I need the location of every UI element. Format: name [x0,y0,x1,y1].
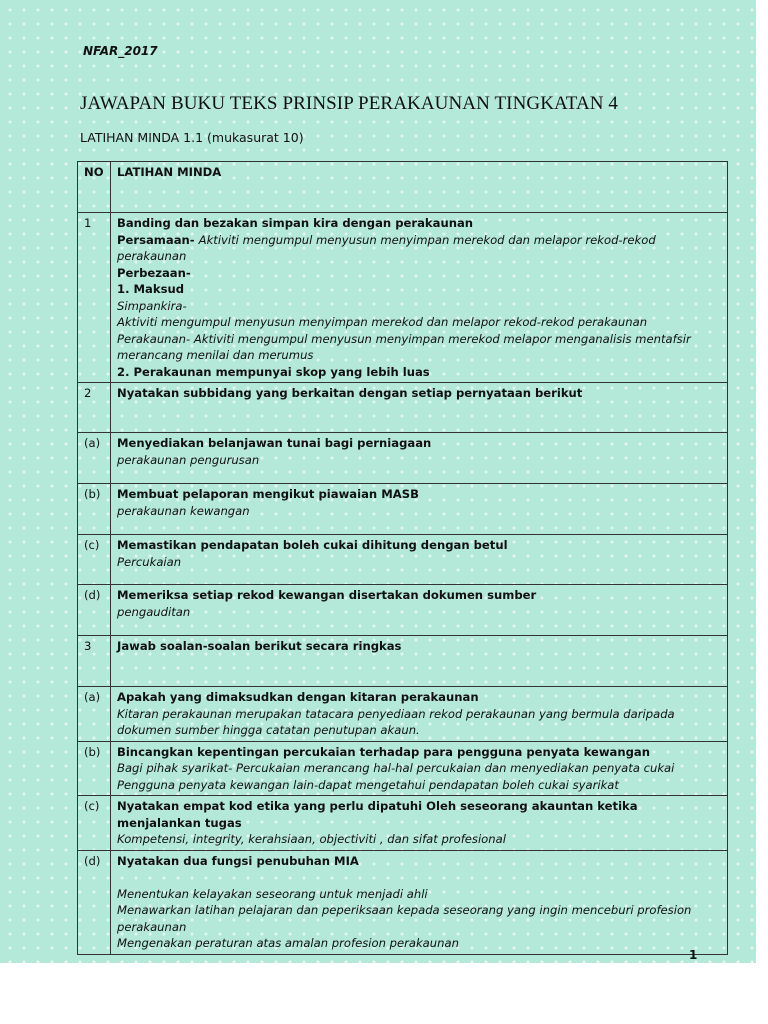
table-header-row [78,162,728,213]
row-number: (b) [78,484,111,535]
table-row [78,383,728,433]
row-content [111,433,728,484]
row-number: 1 [78,213,111,383]
row-line: Nyatakan subbidang yang berkaitan dengan setiap pernyataan berikut [117,386,583,400]
row-line: Percukaian [117,554,182,569]
row-line: Menyediakan belanjawan tunai bagi perniagaan [117,436,432,450]
row-content [111,585,728,636]
row-line: Bagi pihak syarikat- Percukaian merancang hal-hal percukaian dan menyediakan penyata cukai [117,761,675,775]
row-line: 1. Maksud [117,282,185,296]
row-number: (a) [78,687,111,742]
row-line: Banding dan bezakan simpan kira dengan perakaunan [117,216,474,230]
row-number: (d) [78,850,111,954]
row-line: Membuat pelaporan mengikut piawaian MASB [117,487,419,501]
row-line: Simpankira- [117,298,187,313]
table-row [78,535,728,585]
row-line: 2. Perakaunan mempunyai skop yang lebih luas [117,364,430,379]
table-row [78,433,728,484]
row-number: (d) [78,585,111,636]
section-subtitle: LATIHAN MINDA 1.1 (mukasurat 10) [80,130,304,145]
row-line [117,869,721,886]
row-line: Perakaunan- Aktiviti mengumpul menyusun menyimpan merekod melapor menganalisis mentafsir merancang menilai dan merumus [117,331,691,362]
row-content [111,850,728,954]
row-line: Nyatakan empat kod etika yang perlu dipatuhi Oleh seseorang akauntan ketika menjalankan tugas [117,799,638,830]
row-line: Nyatakan dua fungsi penubuhan MIA [117,853,359,868]
row-line: Kitaran perakaunan merupakan tatacara penyediaan rekod perakaunan yang bermula daripada dokumen sumber hingga catatan penutupan akaun. [117,706,675,737]
row-line: Aktiviti mengumpul menyusun menyimpan merekod dan melapor rekod-rekod perakaunan [117,315,648,329]
row-number: 2 [78,383,111,433]
row-number: 3 [78,636,111,687]
row-number: (b) [78,741,111,796]
row-line [117,232,721,265]
row-number: (c) [78,535,111,585]
row-line: Perbezaan- [117,265,191,280]
row-line: perakaunan kewangan [117,503,250,518]
table-row [78,636,728,687]
row-content [111,213,728,383]
row-line: Bincangkan kepentingan percukaian terhadap para pengguna penyata kewangan [117,744,650,759]
document-reference: NFAR_2017 [83,44,158,58]
column-header-no: NO [78,162,111,213]
row-content [111,383,728,433]
row-content [111,636,728,687]
row-line: Menentukan kelayakan seseorang untuk menjadi ahli [117,886,428,901]
row-line: Mengenakan peraturan atas amalan profesion perakaunan [117,936,459,950]
table-row [78,484,728,535]
table-row [78,585,728,636]
row-line: Pengguna penyata kewangan lain-dapat mengetahui pendapatan boleh cukai syarikat [117,777,619,792]
column-header-latihan-minda: LATIHAN MINDA [111,162,728,213]
page-title: JAWAPAN BUKU TEKS PRINSIP PERAKAUNAN TINGKATAN 4 [80,93,619,114]
row-content [111,687,728,742]
table-row [78,850,728,954]
table-row [78,741,728,796]
row-content [111,535,728,585]
row-line: Jawab soalan-soalan berikut secara ringkas [117,639,402,653]
row-line: Memeriksa setiap rekod kewangan disertakan dokumen sumber [117,588,537,602]
row-line: Kompetensi, integrity, kerahsiaan, objectiviti , dan sifat profesional [117,832,506,846]
row-line: pengauditan [117,604,191,619]
row-line: Menawarkan latihan pelajaran dan peperiksaan kepada seseorang yang ingin menceburi profesion perakaunan [117,903,692,934]
row-number: (c) [78,796,111,851]
row-line-part: Aktiviti mengumpul menyusun menyimpan merekod dan melapor rekod-rekod perakaunan [117,232,656,263]
row-line: Memastikan pendapatan boleh cukai dihitung dengan betul [117,538,508,552]
row-line: Apakah yang dimaksudkan dengan kitaran perakaunan [117,690,479,704]
row-content [111,484,728,535]
exercise-table [77,161,728,955]
row-content [111,796,728,851]
table-row [78,213,728,383]
row-number: (a) [78,433,111,484]
row-line-part: Persamaan- [117,232,199,247]
table-row [78,796,728,851]
row-line: perakaunan pengurusan [117,452,260,467]
table-row [78,687,728,742]
page-number: 1 [689,948,698,962]
row-content [111,741,728,796]
